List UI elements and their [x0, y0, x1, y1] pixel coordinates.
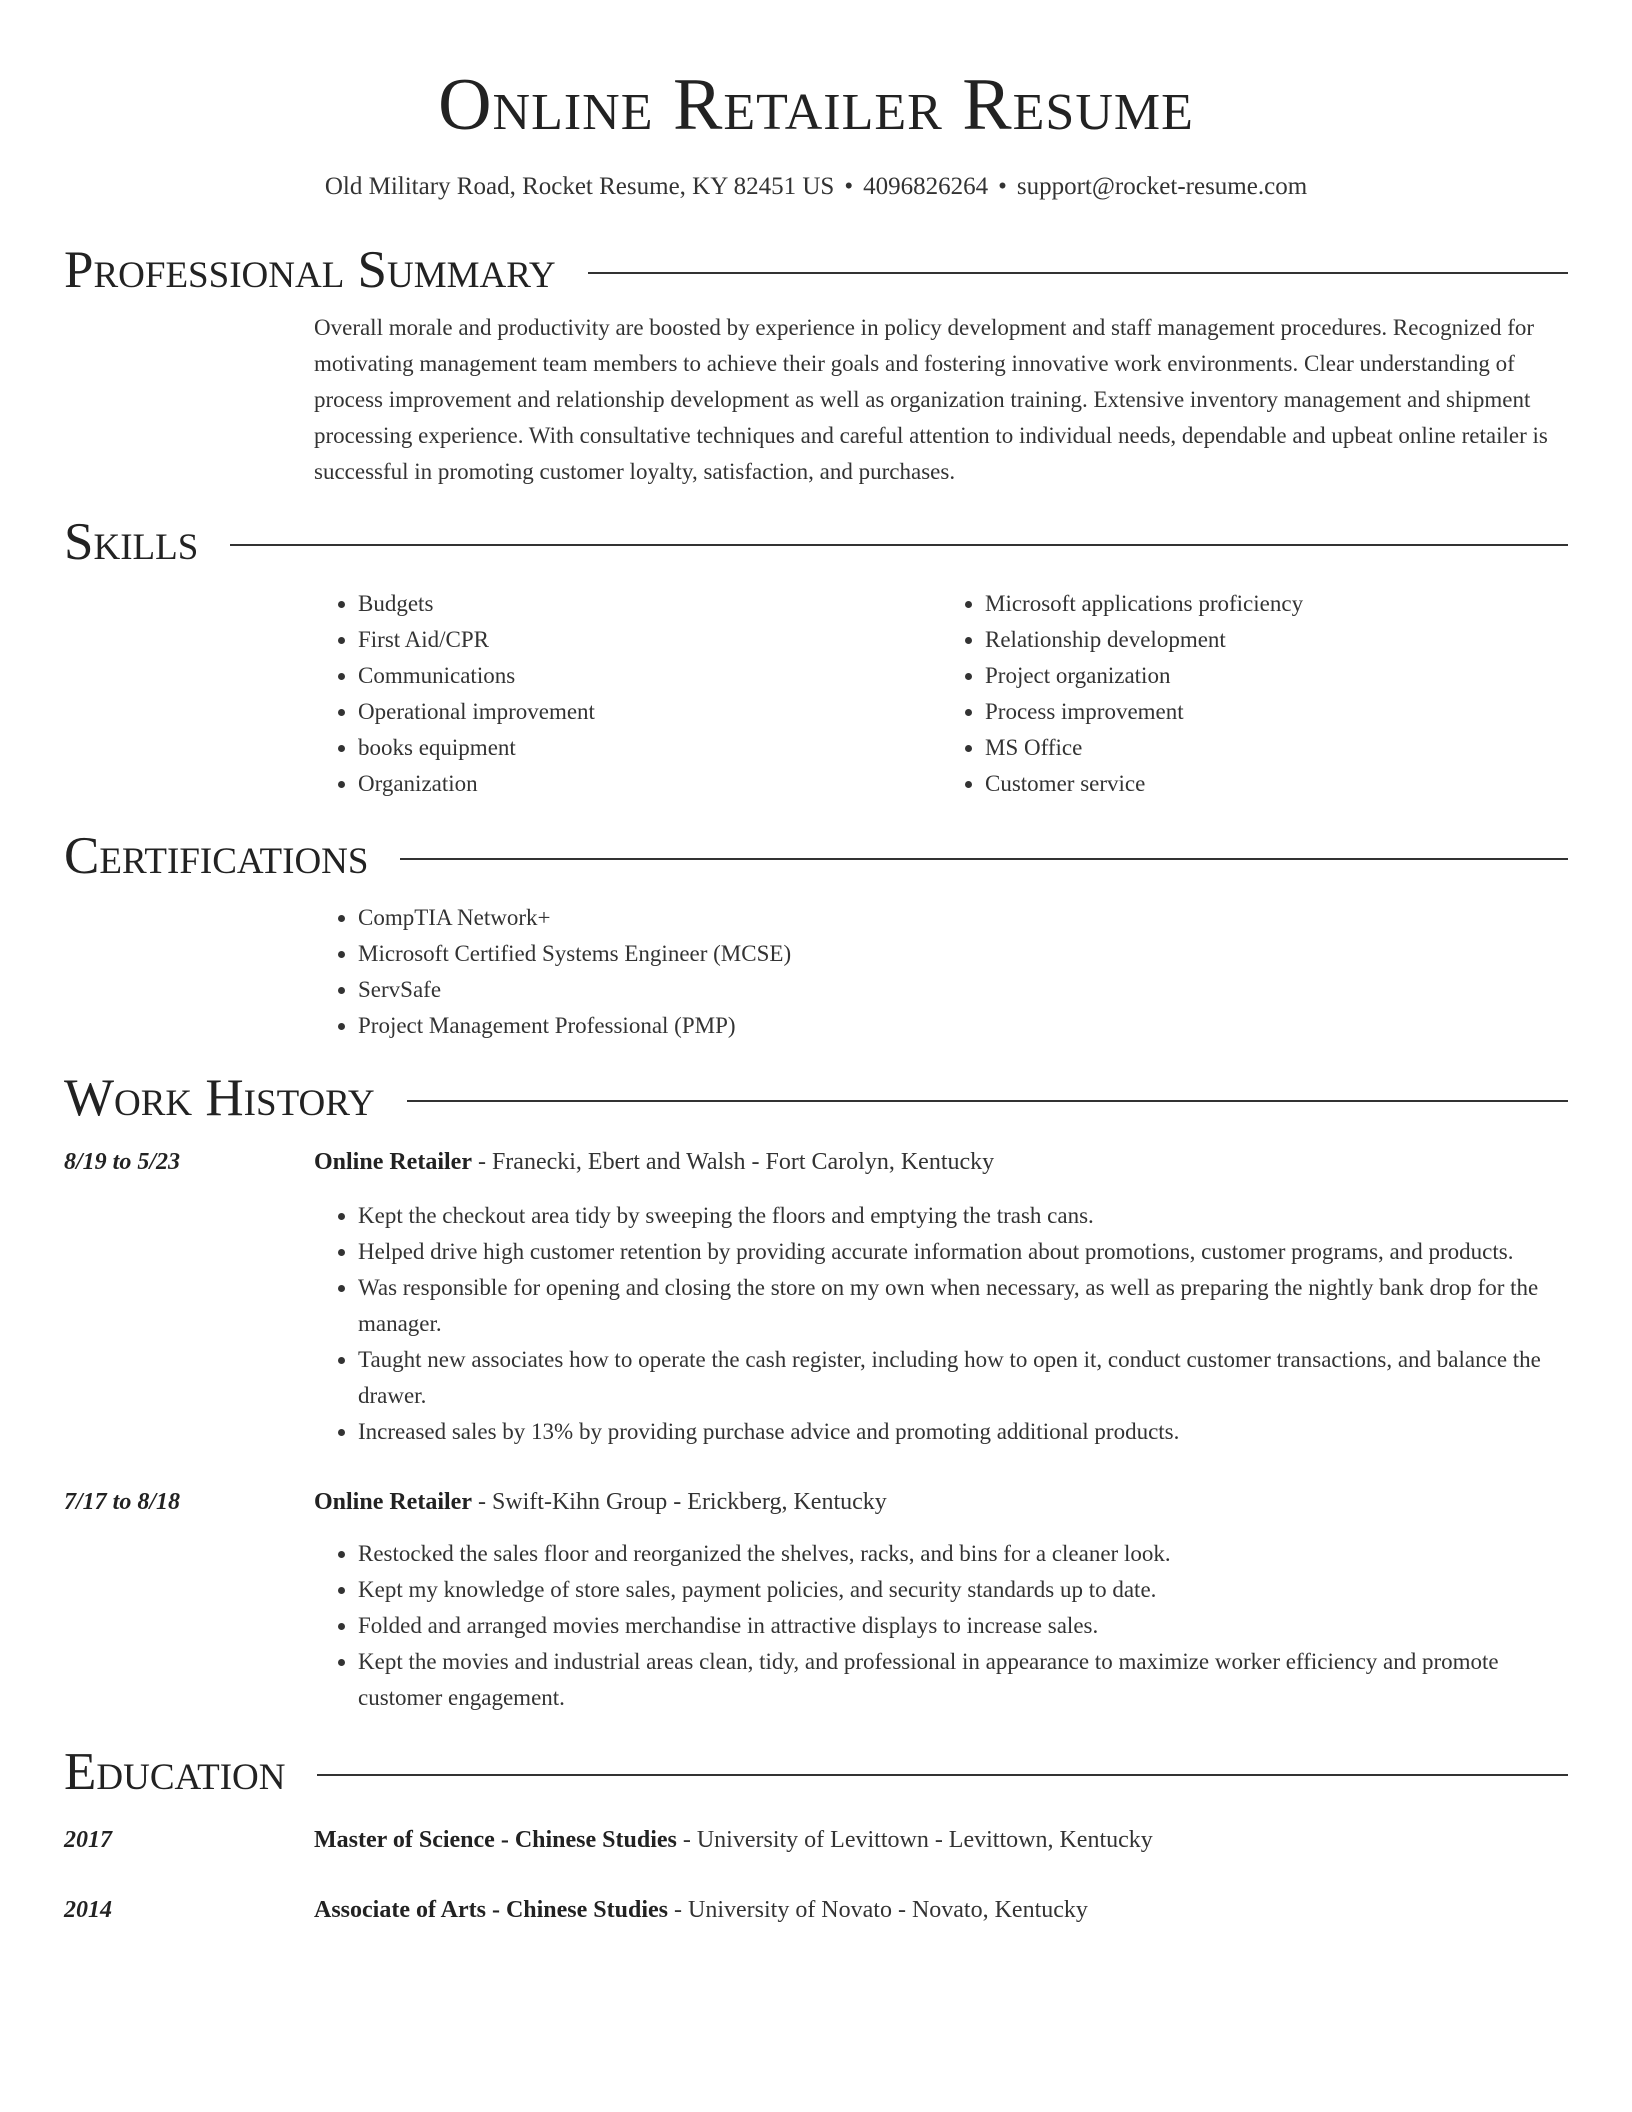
- contact-email: support@rocket-resume.com: [1016, 173, 1308, 200]
- job-duties-list: [314, 1198, 1568, 1450]
- skill-item: • Budgets: [358, 586, 941, 622]
- skills-column-left: [314, 586, 941, 802]
- summary-text: Overall morale and productivity are boosted by experience in policy development and staff management procedures. Recognized for motivating management team members to achieve their goals and fostering innovative work environments. Clear understanding of process improvement and relationship development as well as organization training. Extensive inventory management and shipment processing experience. With consultative techniques and careful attention to individual needs, dependable and upbeat online retailer is successful in promoting customer loyalty, satisfaction, and purchases.: [314, 315, 1548, 484]
- school-location: - University of Levittown - Levittown, Kentucky: [676, 1827, 1153, 1853]
- skill-item: • Process improvement: [985, 694, 1568, 730]
- work-section-header: [64, 1066, 1568, 1130]
- skills-section-header: [64, 510, 1568, 574]
- work-entry-heading: [314, 1484, 1568, 1520]
- skill-item: • Communications: [358, 658, 941, 694]
- job-duty-item: • Kept the movies and industrial areas clean, tidy, and professional in appearance to maximize worker efficiency and promote customer engagement.: [358, 1644, 1568, 1716]
- skill-item: • Operational improvement: [358, 694, 941, 730]
- certification-item: • ServSafe: [358, 972, 1568, 1008]
- degree-name: Associate of Arts - Chinese Studies: [314, 1897, 668, 1923]
- work-entry-body: [314, 1144, 1568, 1450]
- certifications-content: [314, 900, 1568, 1044]
- education-entry-heading: [314, 1892, 1568, 1928]
- job-duty-item: • Folded and arranged movies merchandise in attractive displays to increase sales.: [358, 1608, 1568, 1644]
- education-year: 2014: [64, 1897, 112, 1923]
- work-entry-body: [314, 1484, 1568, 1716]
- job-duty-item: • Helped drive high customer retention by providing accurate information about promotions, customer programs, and products.: [358, 1234, 1568, 1270]
- certifications-section-title: Certifications: [64, 827, 369, 885]
- job-duty-item: • Kept my knowledge of store sales, payment policies, and security standards up to date.: [358, 1572, 1568, 1608]
- certifications-section-header: [64, 824, 1568, 888]
- job-title: Online Retailer: [314, 1149, 472, 1175]
- work-entry: [64, 1144, 1568, 1450]
- skill-item: • MS Office: [985, 730, 1568, 766]
- certifications-list: [314, 900, 1568, 1044]
- job-duty-item: • Taught new associates how to operate the cash register, including how to open it, conduct customer transactions, and balance the drawer.: [358, 1342, 1568, 1414]
- job-duties-list: [314, 1536, 1568, 1716]
- summary-content: [314, 310, 1568, 490]
- skills-list: [314, 586, 1568, 802]
- contact-separator: •: [844, 173, 854, 200]
- contact-phone: 4096826264: [863, 173, 989, 200]
- job-duty-item: • Kept the checkout area tidy by sweeping the floors and emptying the trash cans.: [358, 1198, 1568, 1234]
- education-entry: [64, 1822, 1568, 1858]
- certification-item: • CompTIA Network+: [358, 900, 1568, 936]
- skill-item: • Customer service: [985, 766, 1568, 802]
- school-location: - University of Novato - Novato, Kentucky: [668, 1897, 1088, 1923]
- skill-item: • Project organization: [985, 658, 1568, 694]
- education-entry-body: [314, 1892, 1568, 1928]
- work-entry: [64, 1484, 1568, 1716]
- skill-item: • First Aid/CPR: [358, 622, 941, 658]
- job-employer-location: - Swift-Kihn Group - Erickberg, Kentucky: [471, 1489, 887, 1515]
- education-entry: [64, 1892, 1568, 1928]
- certification-item: • Microsoft Certified Systems Engineer (MCSE): [358, 936, 1568, 972]
- summary-section-title: Professional Summary: [64, 241, 556, 299]
- education-entry-body: [314, 1822, 1568, 1858]
- contact-line: [64, 170, 1568, 204]
- education-year: 2017: [64, 1827, 112, 1853]
- degree-name: Master of Science - Chinese Studies: [314, 1827, 677, 1853]
- job-duty-item: • Increased sales by 13% by providing purchase advice and promoting additional products.: [358, 1414, 1568, 1450]
- skills-section-title: Skills: [64, 513, 199, 571]
- contact-address: Old Military Road, Rocket Resume, KY 82451 US: [324, 173, 835, 200]
- skill-item: • Organization: [358, 766, 941, 802]
- work-dates: 8/19 to 5/23: [64, 1149, 181, 1175]
- work-section-title: Work History: [64, 1069, 375, 1127]
- resume-name: Online Retailer Resume: [438, 64, 1194, 146]
- skills-column-right: [941, 586, 1568, 802]
- education-entry-heading: [314, 1822, 1568, 1858]
- section-divider: [588, 272, 1568, 274]
- summary-section-header: [64, 238, 1568, 302]
- section-divider: [407, 1100, 1568, 1102]
- job-duty-item: • Restocked the sales floor and reorganized the shelves, racks, and bins for a cleaner look.: [358, 1536, 1568, 1572]
- job-duty-item: • Was responsible for opening and closing the store on my own when necessary, as well as preparing the nightly bank drop for the manager.: [358, 1270, 1568, 1342]
- education-section-title: Education: [64, 1743, 286, 1801]
- work-dates: 7/17 to 8/18: [64, 1489, 181, 1515]
- section-divider: [317, 1774, 1568, 1776]
- section-divider: [230, 544, 1568, 546]
- education-section-header: [64, 1740, 1568, 1804]
- skill-item: • books equipment: [358, 730, 941, 766]
- section-divider: [400, 858, 1568, 860]
- job-employer-location: - Franecki, Ebert and Walsh - Fort Carolyn, Kentucky: [471, 1149, 995, 1175]
- contact-separator: •: [998, 173, 1007, 200]
- skill-item: • Microsoft applications proficiency: [985, 586, 1568, 622]
- certification-item: • Project Management Professional (PMP): [358, 1008, 1568, 1044]
- job-title: Online Retailer: [314, 1489, 472, 1515]
- work-entry-heading: [314, 1144, 1568, 1180]
- skill-item: • Relationship development: [985, 622, 1568, 658]
